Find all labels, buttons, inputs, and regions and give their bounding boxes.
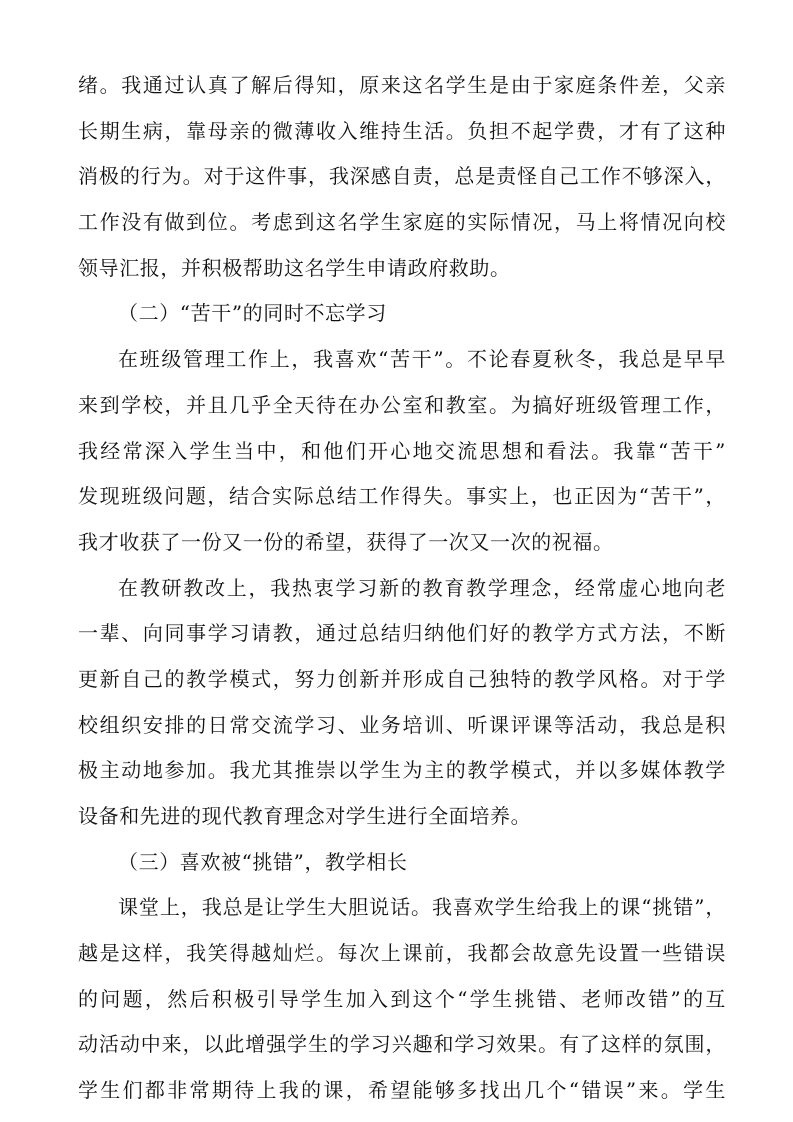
paragraph-line: 的问题，然后积极引导学生加入到这个“学生挑错、老师改错”的互 — [78, 986, 726, 1011]
paragraph-line: 领导汇报，并积极帮助这名学生申请政府救助。 — [78, 255, 511, 280]
paragraph-line: 来到学校，并且几乎全天待在办公室和教室。为搞好班级管理工作， — [78, 392, 726, 417]
paragraph-line: 我才收获了一份又一份的希望，获得了一次又一次的祝福。 — [78, 529, 614, 554]
paragraph-line: 在班级管理工作上，我喜欢“苦干”。不论春夏秋冬，我总是早早 — [118, 347, 726, 372]
paragraph-line: 更新自己的教学模式，努力创新并形成自己独特的教学风格。对于学 — [78, 666, 726, 691]
paragraph-line: 极主动地参加。我尤其推崇以学生为主的教学模式，并以多媒体教学 — [78, 758, 726, 783]
paragraph-line: 长期生病，靠母亲的微薄收入维持生活。负担不起学费，才有了这种 — [78, 118, 726, 143]
paragraph-line: 学生们都非常期待上我的课，希望能够多找出几个“错误”来。学生 — [78, 1078, 726, 1103]
paragraph-line: 消极的行为。对于这件事，我深感自责，总是责怪自己工作不够深入， — [78, 164, 726, 189]
paragraph-line: 发现班级问题，结合实际总结工作得失。事实上，也正因为“苦干”， — [78, 484, 726, 509]
body-text — [78, 63, 726, 1114]
paragraph-line: 动活动中来，以此增强学生的学习兴趣和学习效果。有了这样的氛围， — [78, 1032, 726, 1057]
paragraph-line: 课堂上，我总是让学生大胆说话。我喜欢学生给我上的课“挑错”， — [118, 895, 726, 920]
paragraph-line: 校组织安排的日常交流学习、业务培训、听课评课等活动，我总是积 — [78, 712, 726, 737]
paragraph-line: 我经常深入学生当中，和他们开心地交流思想和看法。我靠“苦干” — [78, 438, 726, 463]
paragraph-line: 工作没有做到位。考虑到这名学生家庭的实际情况，马上将情况向校 — [78, 210, 726, 235]
section-heading-3: （三）喜欢被“挑错”，教学相长 — [118, 849, 408, 874]
paragraph-line: 越是这样，我笑得越灿烂。每次上课前，我都会故意先设置一些错误 — [78, 941, 726, 966]
paragraph-line: 设备和先进的现代教育理念对学生进行全面培养。 — [78, 804, 532, 828]
paragraph-line: 绪。我通过认真了解后得知，原来这名学生是由于家庭条件差，父亲 — [78, 73, 726, 97]
paragraph-line: 一辈、向同事学习请教，通过总结归纳他们好的教学方式方法，不断 — [78, 621, 726, 646]
section-heading-2: （二）“苦干”的同时不忘学习 — [118, 301, 387, 326]
paragraph-line: 在教研教改上，我热衷学习新的教育教学理念，经常虚心地向老 — [118, 575, 726, 600]
